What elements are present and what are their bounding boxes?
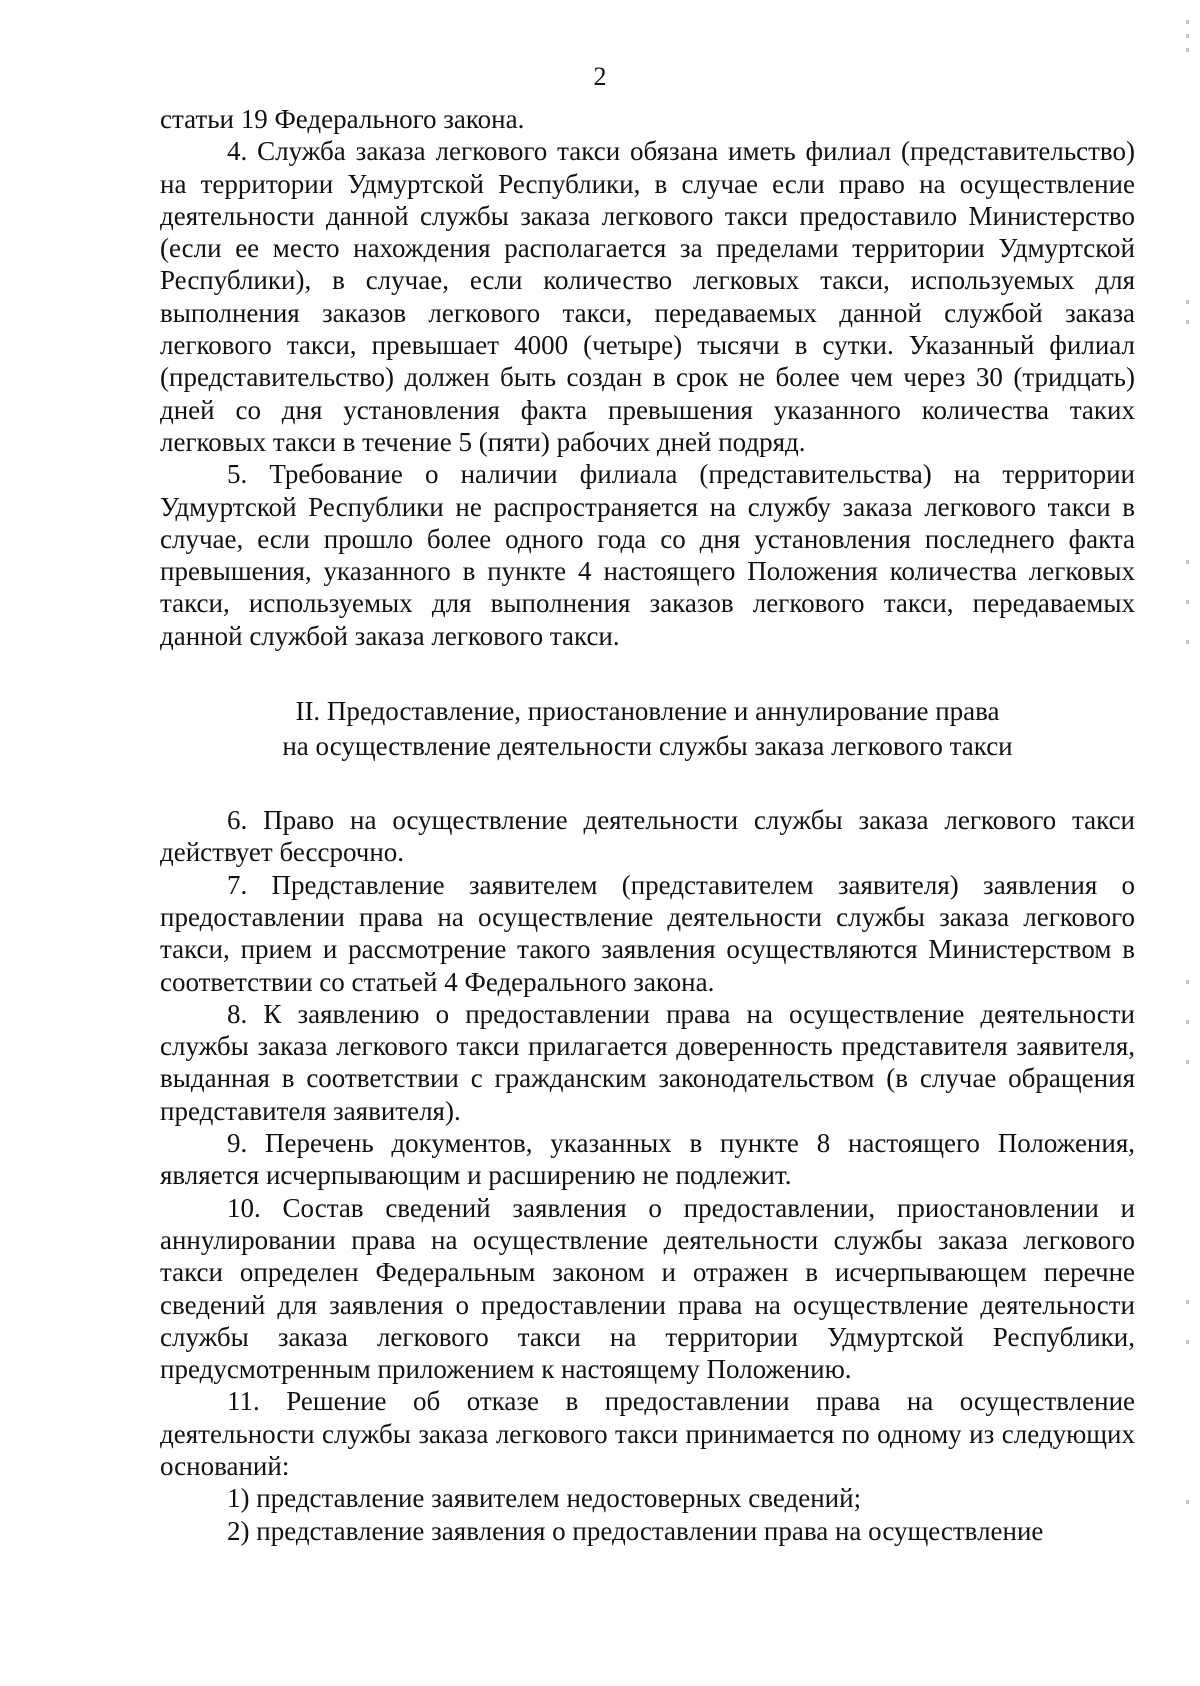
paragraph: 4. Служба заказа легкового такси обязана иметь филиал (представительство) на территории Удмуртской Республики, в случае если право на осуществление деятельности данной службы заказа легкового такси предоставило Министерство (если ее место нахождения располагается за пределами территории Удмуртской Республики), в случае, если количество легковых такси, используемых для выполнения заказов легкового такси, передаваемых данной службой заказа легкового такси, превышает 4000 (четыре) тысячи в сутки. Указанный филиал (представительство) должен быть создан в срок не более чем через 30 (тридцать) дней со дня установления факта превышения указанного количества таких легковых такси в течение 5 (пяти) рабочих дней подряд. — [160, 136, 1135, 457]
scan-mark — [1186, 48, 1189, 52]
page-number: 2 — [593, 62, 607, 91]
scan-mark — [1186, 300, 1189, 304]
paragraph: 11. Решение об отказе в предоставлении права на осуществление деятельности службы заказа легкового такси принимается по одному из следующих оснований: — [160, 1386, 1135, 1481]
paragraphs-before-heading — [160, 103, 1135, 652]
scan-mark — [1186, 1060, 1189, 1064]
scan-mark — [1186, 34, 1189, 38]
paragraphs-after-heading — [160, 804, 1135, 1547]
paragraph: 8. К заявлению о предоставлении права на осуществление деятельности службы заказа легкового такси прилагается доверенность представителя заявителя, выданная в соответствии с гражданским законодательством (в случае обращения представителя заявителя). — [160, 998, 1135, 1126]
document-body — [160, 103, 1135, 1547]
paragraph: 9. Перечень документов, указанных в пункте 8 настоящего Положения, является исчерпывающим и расширению не подлежит. — [160, 1128, 1135, 1191]
paragraph: 1) представление заявителем недостоверных сведений; — [227, 1483, 862, 1514]
scan-mark — [1186, 640, 1189, 644]
scan-mark — [1186, 980, 1189, 984]
paragraph: статьи 19 Федерального закона. — [160, 104, 525, 134]
paragraph: 7. Представление заявителем (представителем заявителя) заявления о предоставлении права на осуществление деятельности службы заказа легкового такси, прием и рассмотрение такого заявления осуществляются Министерством в соответствии со статьей 4 Федерального закона. — [160, 869, 1135, 997]
section-heading — [160, 694, 1135, 764]
scan-mark — [1186, 560, 1189, 564]
paragraph: 5. Требование о наличии филиала (представительства) на территории Удмуртской Республики не распространяется на службу заказа легкового такси в случае, если прошло более одного года со дня установления последнего факта превышения, указанного в пункте 4 настоящего Положения количества легковых такси, используемых для выполнения заказов легкового такси, передаваемых данной службой заказа легкового такси. — [160, 459, 1135, 651]
scan-edge-marks — [1186, 0, 1192, 1686]
paragraph: 6. Право на осуществление деятельности службы заказа легкового такси действует бессрочно. — [160, 805, 1135, 868]
paragraph: 10. Состав сведений заявления о предоставлении, приостановлении и аннулировании права на осуществление деятельности службы заказа легкового такси определен Федеральным законом и отражен в исчерпывающем перечне сведений для заявления о предоставлении права на осуществление деятельности службы заказа легкового такси на территории Удмуртской Республики, предусмотренным приложением к настоящему Положению. — [160, 1192, 1135, 1385]
scan-mark — [1186, 20, 1189, 24]
scan-mark — [1186, 1500, 1189, 1504]
scan-mark — [1186, 320, 1189, 324]
scan-mark — [1186, 1340, 1189, 1344]
paragraph: 2) представление заявления о предоставлении права на осуществление — [227, 1515, 1044, 1546]
scan-mark — [1186, 1300, 1189, 1304]
section-heading-line-2: на осуществление деятельности службы заказа легкового такси — [282, 731, 1013, 762]
scan-mark — [1186, 600, 1189, 604]
section-heading-line-1: II. Предоставление, приостановление и аннулирование права — [295, 696, 1000, 727]
scan-mark — [1186, 1020, 1189, 1024]
